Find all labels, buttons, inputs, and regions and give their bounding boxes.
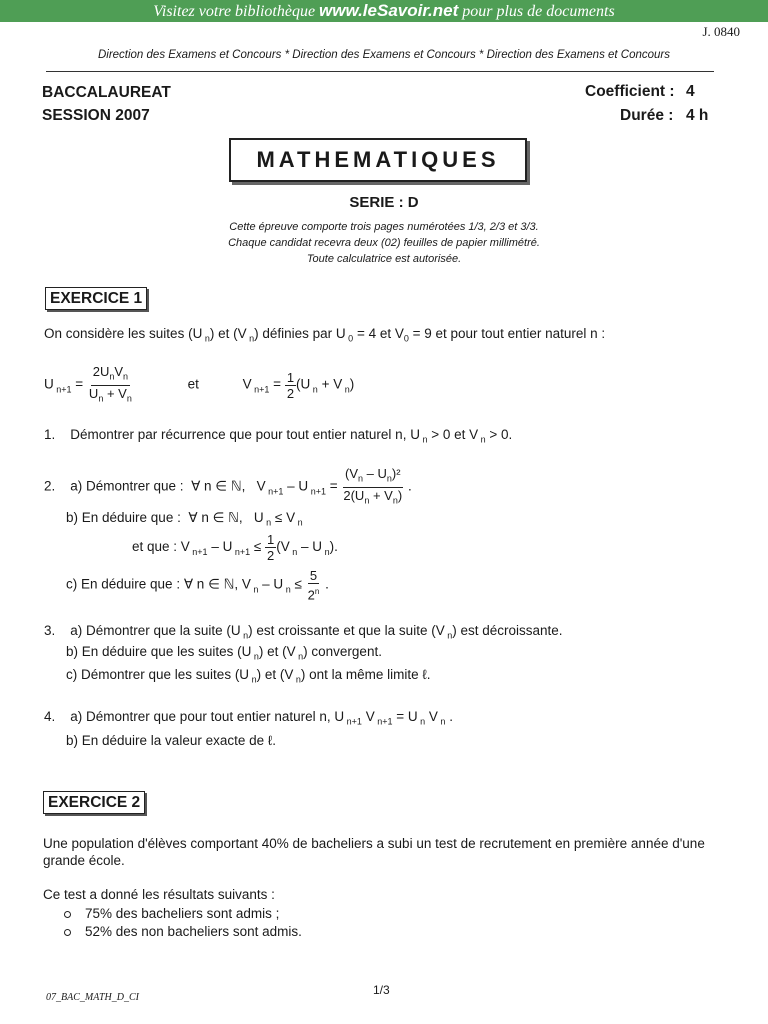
ex1-question-4b: b) En déduire la valeur exacte de ℓ. <box>66 733 276 748</box>
coefficient-value: 4 <box>686 83 695 100</box>
exercise-2-title: EXERCICE 2 <box>43 791 145 814</box>
document-code: J. 0840 <box>702 24 740 39</box>
page-number: 1/3 <box>373 983 390 997</box>
ex2-intro-line-1: Une population d'élèves comportant 40% de bacheliers a subi un test de recrutement en première année d'une <box>43 836 705 851</box>
banner-suffix: pour plus de documents <box>462 3 615 20</box>
ex2-bullet-admitted-non-bacheliers: 52% des non bacheliers sont admis. <box>64 924 302 939</box>
ex1-question-2b: b) En déduire que : ∀ n ∈ ℕ, U $_n$ ≤ V $_n$ <box>66 510 303 528</box>
exercise-1-title: EXERCICE 1 <box>45 287 147 310</box>
note-paper: Chaque candidat recevra deux (02) feuilles de papier millimétré. <box>228 237 540 249</box>
header-rule <box>46 71 714 72</box>
bullet-icon <box>64 929 71 936</box>
ex1-recurrence-formulas: U $_{n+1}$ = $\frac{2U_nV_n}{U_n + V_n}$ et V $_{n+1}$ = $\frac{1}{2}$ (U $_n$ + V $_n$) <box>44 364 355 404</box>
ex2-results-intro: Ce test a donné les résultats suivants : <box>43 887 275 902</box>
ex1-question-3c: c) Démontrer que les suites (U $_n$) et (V $_n$) ont la même limite ℓ. <box>66 667 431 685</box>
ex1-question-2c: c) En déduire que : ∀ n ∈ ℕ, V $_n$ – U $_n$ ≤ $\frac{5}{2^n}$ . <box>66 568 329 603</box>
ex1-intro: On considère les suites (U $_n$) et (V $_n$) définies par U $_0$ = 4 et $V_0 = 9$ et pour tout entier naturel n : <box>44 326 606 344</box>
note-pages: Cette épreuve comporte trois pages numérotées 1/3, 2/3 et 3/3. <box>229 221 539 233</box>
ex1-question-1: 1. Démontrer par récurrence que pour tout entier naturel n, U $_n$ > 0 et V $_n$ > 0. <box>44 427 513 445</box>
bullet-icon <box>64 911 71 918</box>
ex1-question-2b-second: et que : V $_{n+1}$ – U $_{n+1}$ ≤ $\frac{1}{2}$ (V $_n$ – U $_n$). <box>132 532 338 563</box>
direction-line: Direction des Examens et Concours * Direction des Examens et Concours * Direction des Examens et Concours <box>97 49 671 61</box>
banner-site: www.leSavoir.net <box>319 1 459 20</box>
exam-name: BACCALAUREAT <box>42 84 171 101</box>
ex1-question-2a: 2. a) Démontrer que : ∀ n ∈ ℕ, V $_{n+1}$ – U $_{n+1}$ = $\frac{(V_n - U_n)^2}{2(U_n + V_n)}$ . <box>44 466 412 506</box>
note-calculator: Toute calculatrice est autorisée. <box>306 253 462 265</box>
ex1-question-4a: 4. a) Démontrer que pour tout entier naturel n, U $_{n+1}$ V $_{n+1}$ = U $_n$ V $_n$ . <box>44 709 453 727</box>
ex2-intro-line-2: grande école. <box>43 853 125 868</box>
ex1-question-3a: 3. a) Démontrer que la suite (U $_n$) est croissante et que la suite (V $_n$) est décroissante. <box>44 623 563 641</box>
serie: SERIE : D <box>349 194 419 211</box>
ex1-question-3b: b) En déduire que les suites (U $_n$) et (V $_n$) convergent. <box>66 644 382 662</box>
ex2-bullet-admitted-bacheliers: 75% des bacheliers sont admis ; <box>64 906 279 921</box>
banner-prefix: Visitez votre bibliothèque <box>153 3 316 20</box>
subject-title: MATHEMATIQUES <box>229 138 527 182</box>
coefficient-label: Coefficient : <box>585 83 675 100</box>
exam-session: SESSION 2007 <box>42 107 150 124</box>
duration-label: Durée : <box>620 107 674 124</box>
duration-value: 4 h <box>686 107 709 124</box>
site-banner <box>0 0 768 22</box>
footer-file-code: 07_BAC_MATH_D_CI <box>46 992 139 1003</box>
